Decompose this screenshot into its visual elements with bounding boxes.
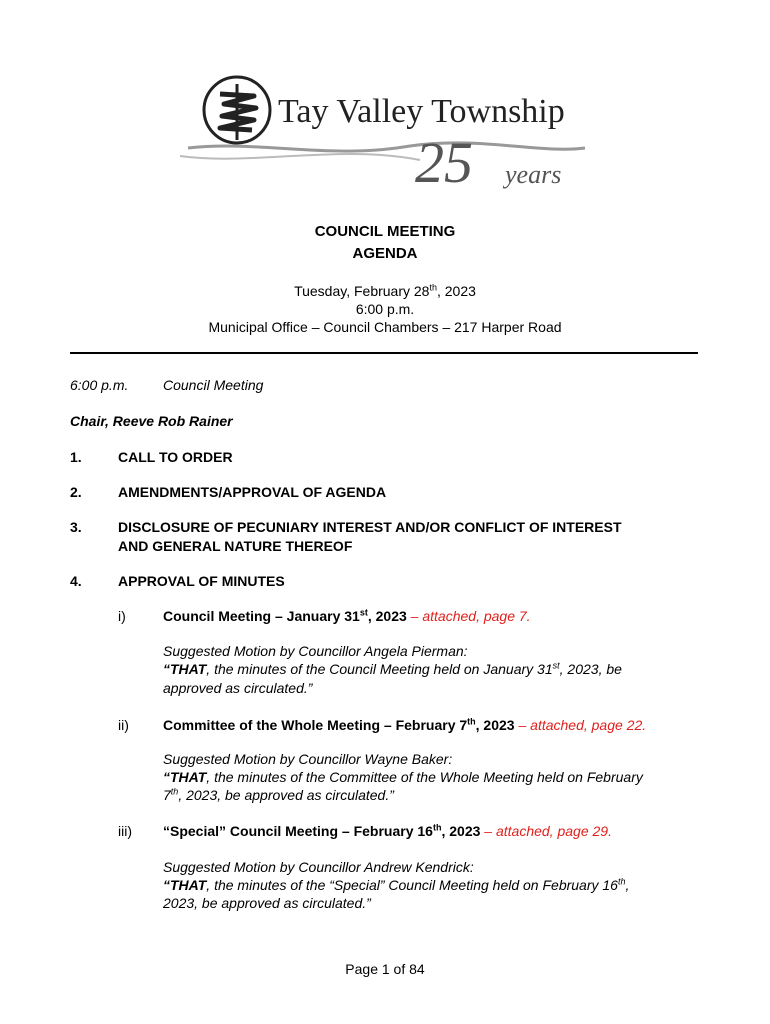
item-title: DISCLOSURE OF PECUNIARY INTEREST AND/OR CONFLICT OF INTEREST: [118, 519, 622, 535]
motion-text: approved as circulated.”: [163, 680, 313, 696]
minutes-title: Council Meeting – January 31st, 2023 – attached, page 7.: [163, 607, 531, 624]
attached-link[interactable]: – attached, page 29.: [480, 823, 612, 839]
motion-text: “THAT, the minutes of the Council Meeting held on January 31st, 2023, be: [163, 660, 622, 677]
attached-link[interactable]: – attached, page 7.: [406, 608, 531, 624]
item-title: CALL TO ORDER: [118, 449, 233, 465]
motion-by: Suggested Motion by Councillor Andrew Kendrick:: [163, 859, 474, 875]
meeting-location: Municipal Office – Council Chambers – 217 Harper Road: [208, 319, 562, 335]
title-line1: COUNCIL MEETING: [314, 223, 456, 240]
item-number: 4.: [70, 573, 82, 589]
township-logo: [180, 70, 590, 200]
item-number: 3.: [70, 519, 82, 535]
motion-text: “THAT, the minutes of the “Special” Council Meeting held on February 16th,: [163, 876, 630, 893]
session-name: Council Meeting: [163, 377, 264, 393]
motion-text: 2023, be approved as circulated.”: [163, 895, 371, 911]
motion-by: Suggested Motion by Councillor Wayne Baker:: [163, 751, 453, 767]
item-number: 2.: [70, 484, 82, 500]
chair: Chair, Reeve Rob Rainer: [70, 413, 233, 429]
item-title: AMENDMENTS/APPROVAL OF AGENDA: [118, 484, 387, 500]
motion-text: 7th, 2023, be approved as circulated.”: [163, 786, 394, 803]
logo-name: Tay Valley Township: [278, 93, 565, 130]
motion-by: Suggested Motion by Councillor Angela Pierman:: [163, 643, 468, 659]
minutes-number: ii): [118, 717, 129, 733]
item-title: AND GENERAL NATURE THEREOF: [118, 538, 353, 554]
item-title: APPROVAL OF MINUTES: [118, 573, 285, 589]
logo-anniversary-number: 25: [415, 130, 473, 195]
logo-anniversary-word: years: [505, 160, 562, 189]
item-number: 1.: [70, 449, 82, 465]
minutes-title: Committee of the Whole Meeting – February 7th, 2023 – attached, page 22.: [163, 716, 647, 733]
divider: [70, 352, 698, 354]
minutes-number: iii): [118, 823, 132, 839]
motion-text: “THAT, the minutes of the Committee of the Whole Meeting held on February: [163, 769, 643, 785]
minutes-title: “Special” Council Meeting – February 16th, 2023 – attached, page 29.: [163, 822, 612, 839]
session-time: 6:00 p.m.: [70, 377, 129, 393]
minutes-number: i): [118, 608, 126, 624]
attached-link[interactable]: – attached, page 22.: [514, 717, 647, 733]
title-line2: AGENDA: [352, 245, 418, 262]
tree-logo-icon: [180, 70, 590, 200]
meeting-date: Tuesday, February 28th, 2023: [294, 282, 476, 299]
meeting-time: 6:00 p.m.: [355, 301, 415, 317]
page-number: Page 1 of 84: [345, 961, 425, 977]
